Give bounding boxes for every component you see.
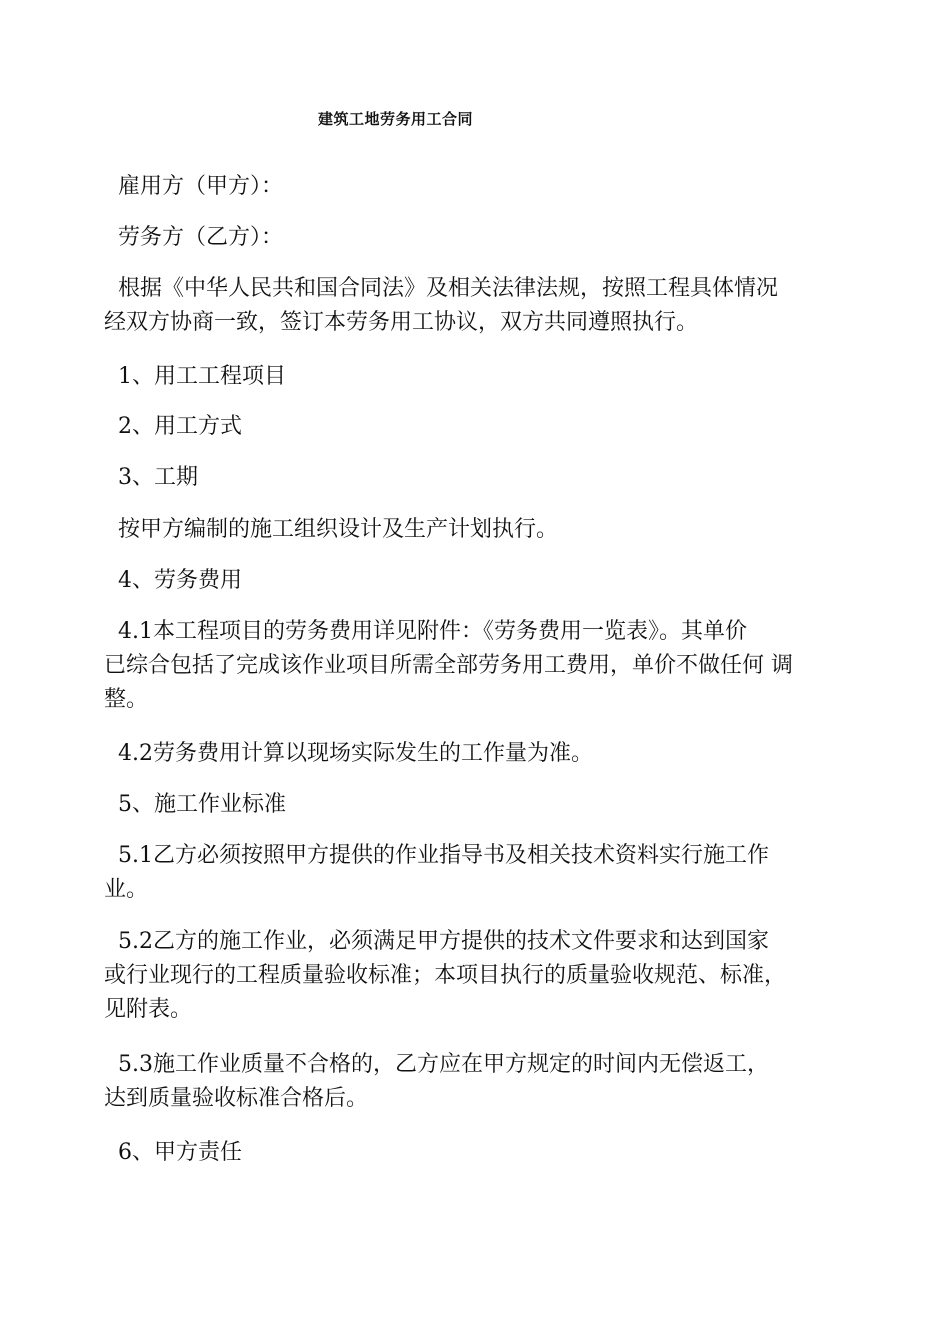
preamble-paragraph: 根据《中华人民共和国合同法》及相关法律法规，按照工程具体情况 经双方协商一致，签订本劳务用工协议，双方共同遵照执行。 (104, 276, 779, 335)
clause-5-2: 5.2乙方的施工作业，必须满足甲方提供的技术文件要求和达到国家 或行业现行的工程质量验收标准；本项目执行的质量验收规范、标准， 见附表。 (104, 929, 787, 1022)
clause-5-1: 5.1乙方必须按照甲方提供的作业指导书及相关技术资料实行施工作 业。 (104, 843, 769, 902)
clause-4-1: 4.1本工程项目的劳务费用详见附件：《劳务费用一览表》。其单价 已综合包括了完成该作业项目所需全部劳务用工费用，单价不做任何 调 整。 (104, 619, 793, 712)
section-6-heading: 6、甲方责任 (118, 1140, 242, 1165)
section-5-heading: 5、施工作业标准 (118, 792, 286, 817)
document-title: 建筑工地劳务用工合同 (318, 110, 474, 128)
party-b-line: 劳务方（乙方）： (118, 225, 284, 250)
section-3-heading: 3、工期 (118, 465, 198, 490)
section-2-heading: 2、用工方式 (118, 414, 242, 439)
clause-4-2: 4.2劳务费用计算以现场实际发生的工作量为准。 (118, 741, 593, 766)
section-4-heading: 4、劳务费用 (118, 568, 242, 593)
party-a-line: 雇用方（甲方）： (118, 174, 284, 199)
clause-5-3: 5.3施工作业质量不合格的，乙方应在甲方规定的时间内无偿返工， 达到质量验收标准合格后。 (104, 1052, 769, 1111)
section-1-heading: 1、用工工程项目 (118, 364, 286, 389)
section-3-body: 按甲方编制的施工组织设计及生产计划执行。 (118, 517, 559, 542)
